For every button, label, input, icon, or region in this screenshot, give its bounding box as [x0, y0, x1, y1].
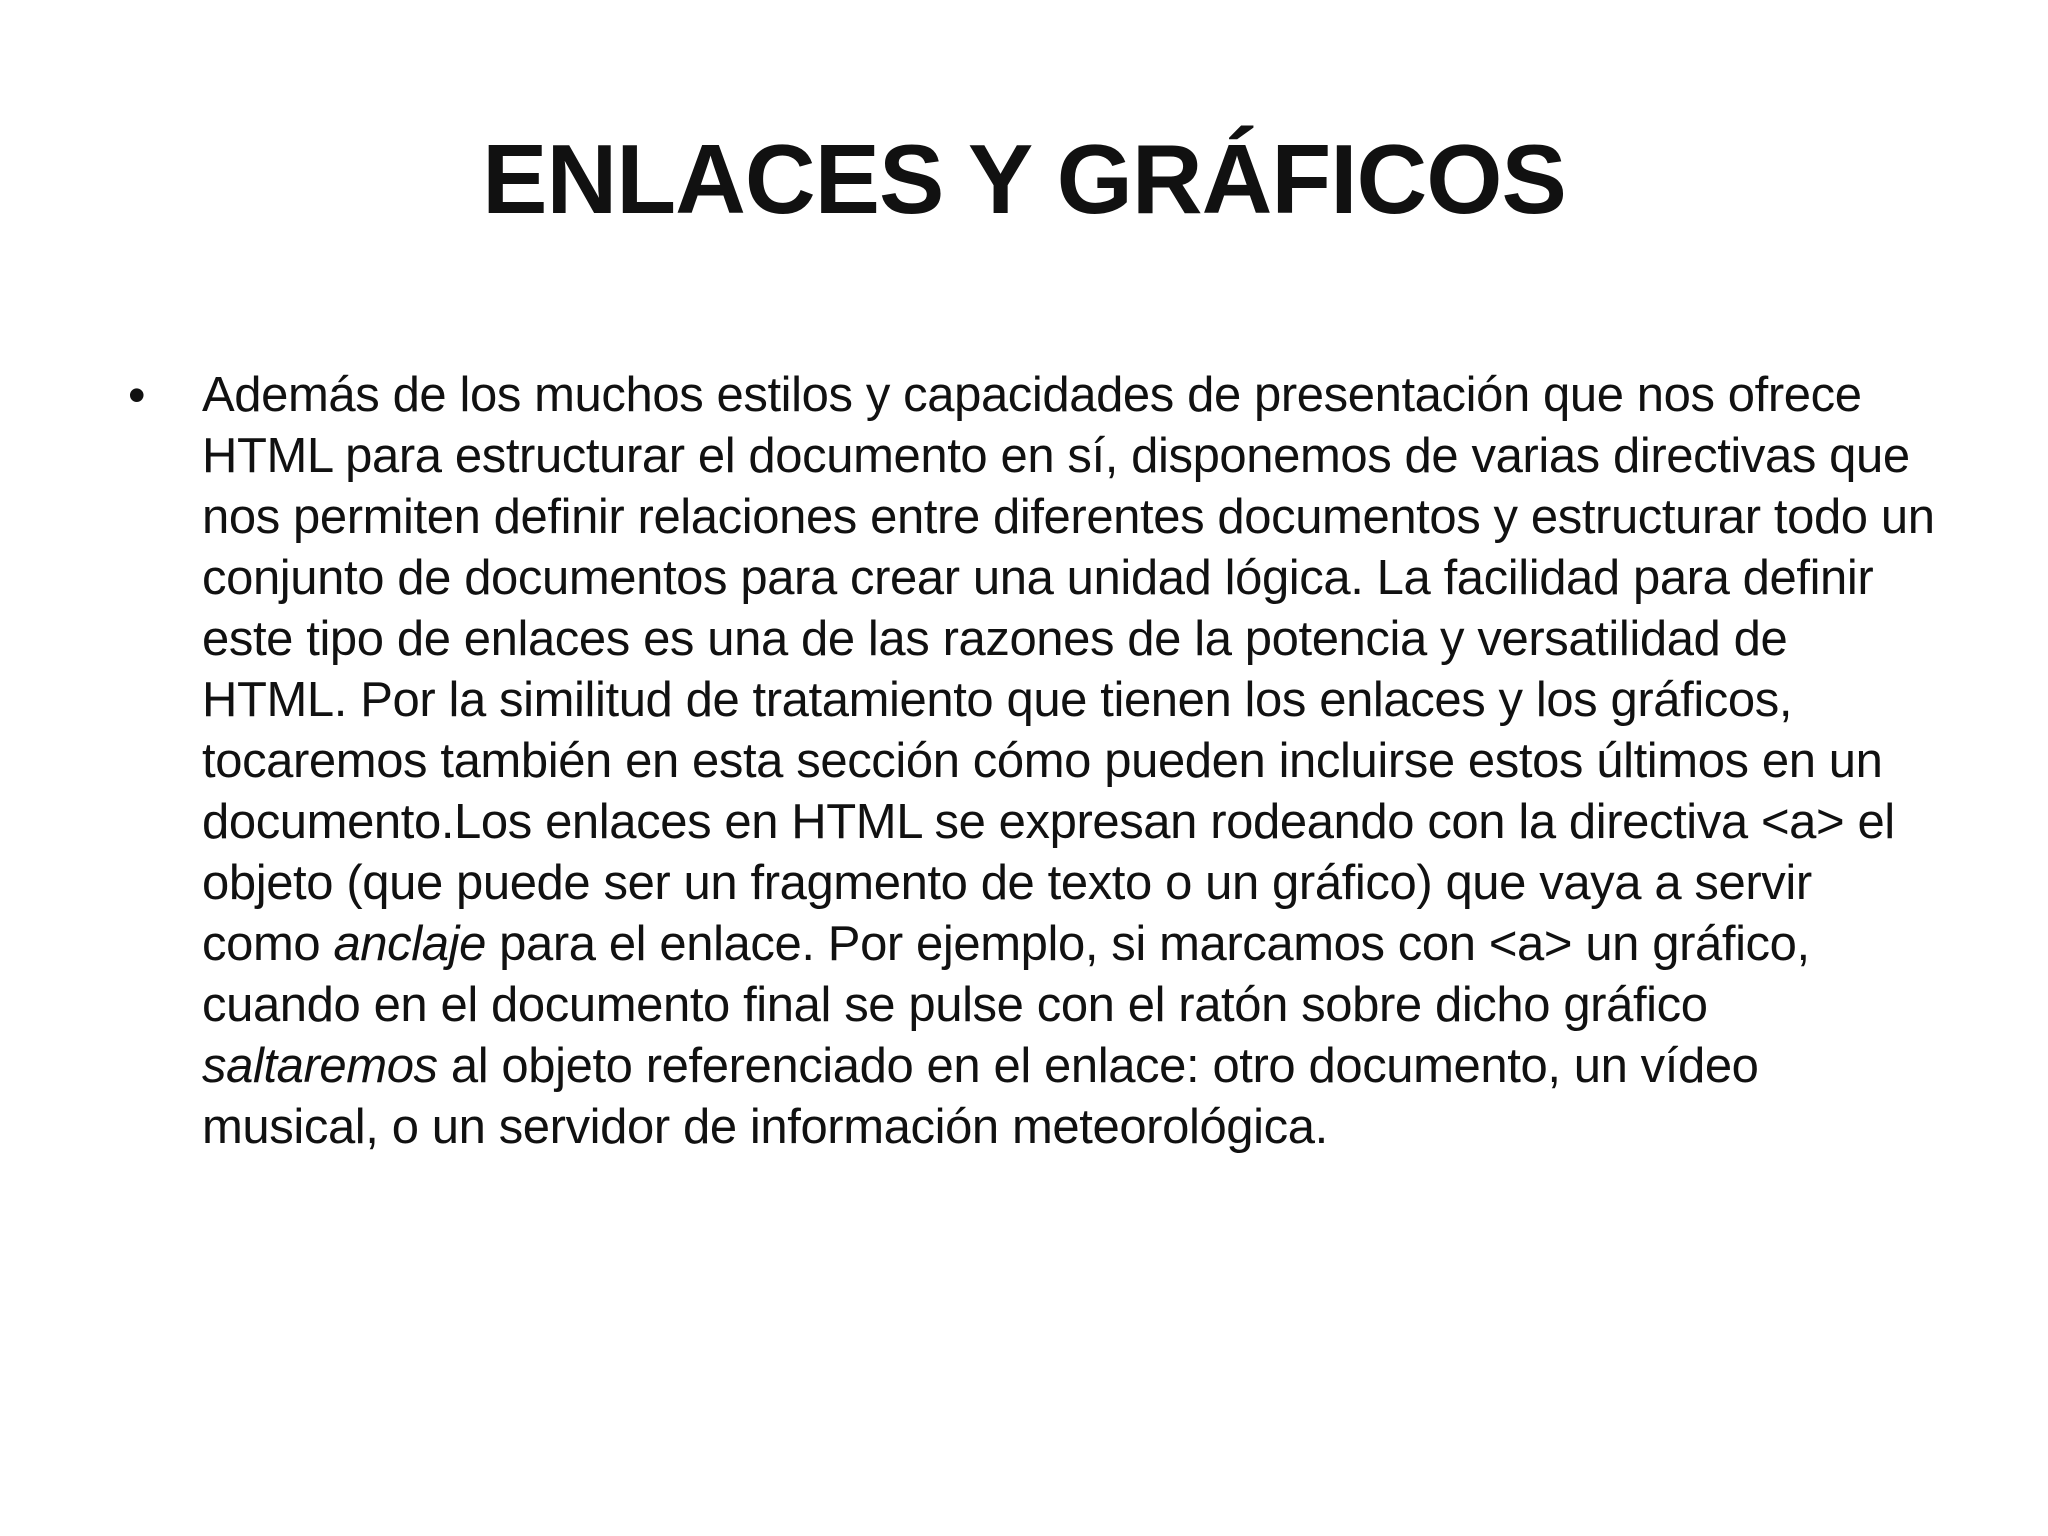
bullet-item — [120, 365, 1940, 1158]
slide-body — [120, 365, 1940, 1158]
bullet-dot-icon: • — [128, 367, 146, 423]
slide-title: ENLACES Y GRÁFICOS — [482, 124, 1566, 234]
italic-term-anclaje: anclaje — [333, 917, 486, 971]
italic-term-saltaremos: saltaremos — [202, 1039, 438, 1093]
text-segment: Además de los muchos estilos y capacidades de presentación que nos ofrece HTML para estructurar el documento en sí, disponemos de varias directivas que nos permiten definir relaciones entre diferentes documentos y estructurar todo un conjunto de documentos para crear una unidad lógica. La facilidad para definir este tipo de enlaces es una de las razones de la potencia y versatilidad de HTML. Por la similitud de tratamiento que tienen los enlaces y los gráficos, tocaremos también en esta sección cómo pueden incluirse estos últimos en un documento.Los enlaces en HTML se expresan rodeando con la directiva <a> el objeto (que puede ser un fragmento de texto o un gráfico) que vaya a servir como — [202, 368, 1935, 971]
text-segment: para el enlace. Por ejemplo, si marcamos con <a> un gráfico, cuando en el documento final se pulse con el ratón sobre dicho gráfico — [202, 917, 1810, 1032]
bullet-text — [202, 365, 1940, 1158]
text-segment: al objeto referenciado en el enlace: otro documento, un vídeo musical, o un servidor de información meteorológica. — [202, 1039, 1759, 1154]
